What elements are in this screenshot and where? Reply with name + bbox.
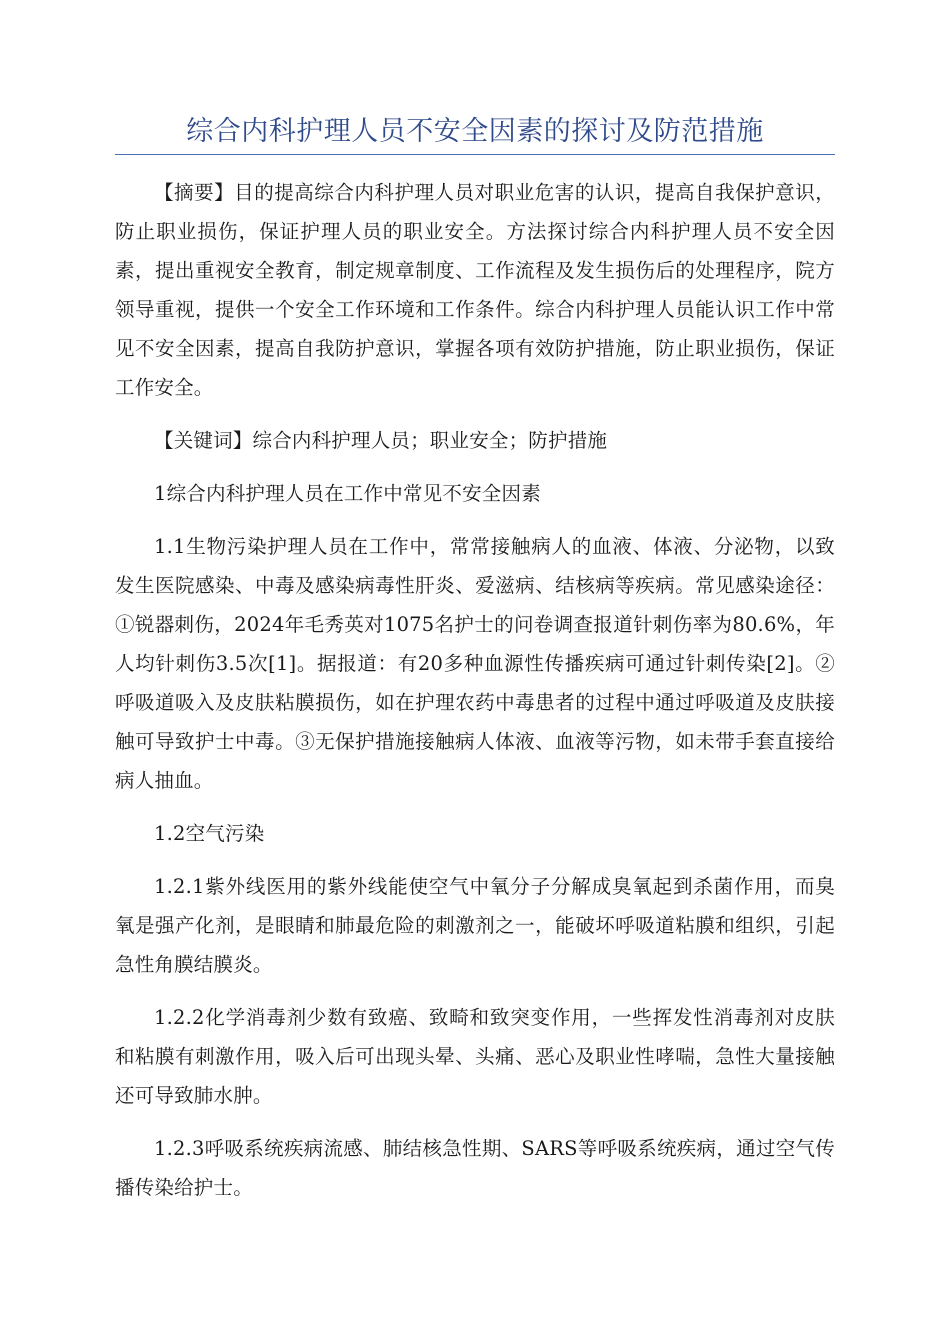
keywords-paragraph: 【关键词】综合内科护理人员；职业安全；防护措施 (154, 429, 608, 452)
abstract-paragraph: 【摘要】目的提高综合内科护理人员对职业危害的认识，提高自我保护意识，防止职业损伤，保证护理人员的职业安全。方法探讨综合内科护理人员不安全因素，提出重视安全教育，制定规章制度、工作流程及发生损伤后的处理程序，院方领导重视，提供一个安全工作环境和工作条件。综合内科护理人员能认识工作中常见不安全因素，提高自我防护意识，掌握各项有效防护措施，防止职业损伤，保证工作安全。 (115, 181, 835, 399)
section-heading-1: 1综合内科护理人员在工作中常见不安全因素 (154, 482, 541, 505)
document-body (115, 173, 835, 1221)
title-underline (115, 154, 835, 155)
document-title: 综合内科护理人员不安全因素的探讨及防范措施 (186, 116, 764, 147)
section-1-2-3-paragraph: 1.2.3呼吸系统疾病流感、肺结核急性期、SARS等呼吸系统疾病，通过空气传播传染给护士。 (115, 1137, 835, 1199)
section-heading-1-2: 1.2空气污染 (154, 822, 265, 845)
section-1-2-1-paragraph: 1.2.1紫外线医用的紫外线能使空气中氧分子分解成臭氧起到杀菌作用，而臭氧是强产化剂，是眼睛和肺最危险的刺激剂之一，能破坏呼吸道粘膜和组织，引起急性角膜结膜炎。 (115, 875, 835, 976)
section-1-1-paragraph: 1.1生物污染护理人员在工作中，常常接触病人的血液、体液、分泌物，以致发生医院感染、中毒及感染病毒性肝炎、爱滋病、结核病等疾病。常见感染途径：①锐器刺伤，2024年毛秀英对1075名护士的问卷调查报道针刺伤率为80.6%，年人均针刺伤3.5次[1]。据报道：有20多种血源性传播疾病可通过针刺传染[2]。②呼吸道吸入及皮肤粘膜损伤，如在护理农药中毒患者的过程中通过呼吸道及皮肤接触可导致护士中毒。③无保护措施接触病人体液、血液等污物，如未带手套直接给病人抽血。 (115, 535, 835, 792)
section-1-2-2-paragraph: 1.2.2化学消毒剂少数有致癌、致畸和致突变作用，一些挥发性消毒剂对皮肤和粘膜有刺激作用，吸入后可出现头晕、头痛、恶心及职业性哮喘，急性大量接触还可导致肺水肿。 (115, 1006, 835, 1107)
